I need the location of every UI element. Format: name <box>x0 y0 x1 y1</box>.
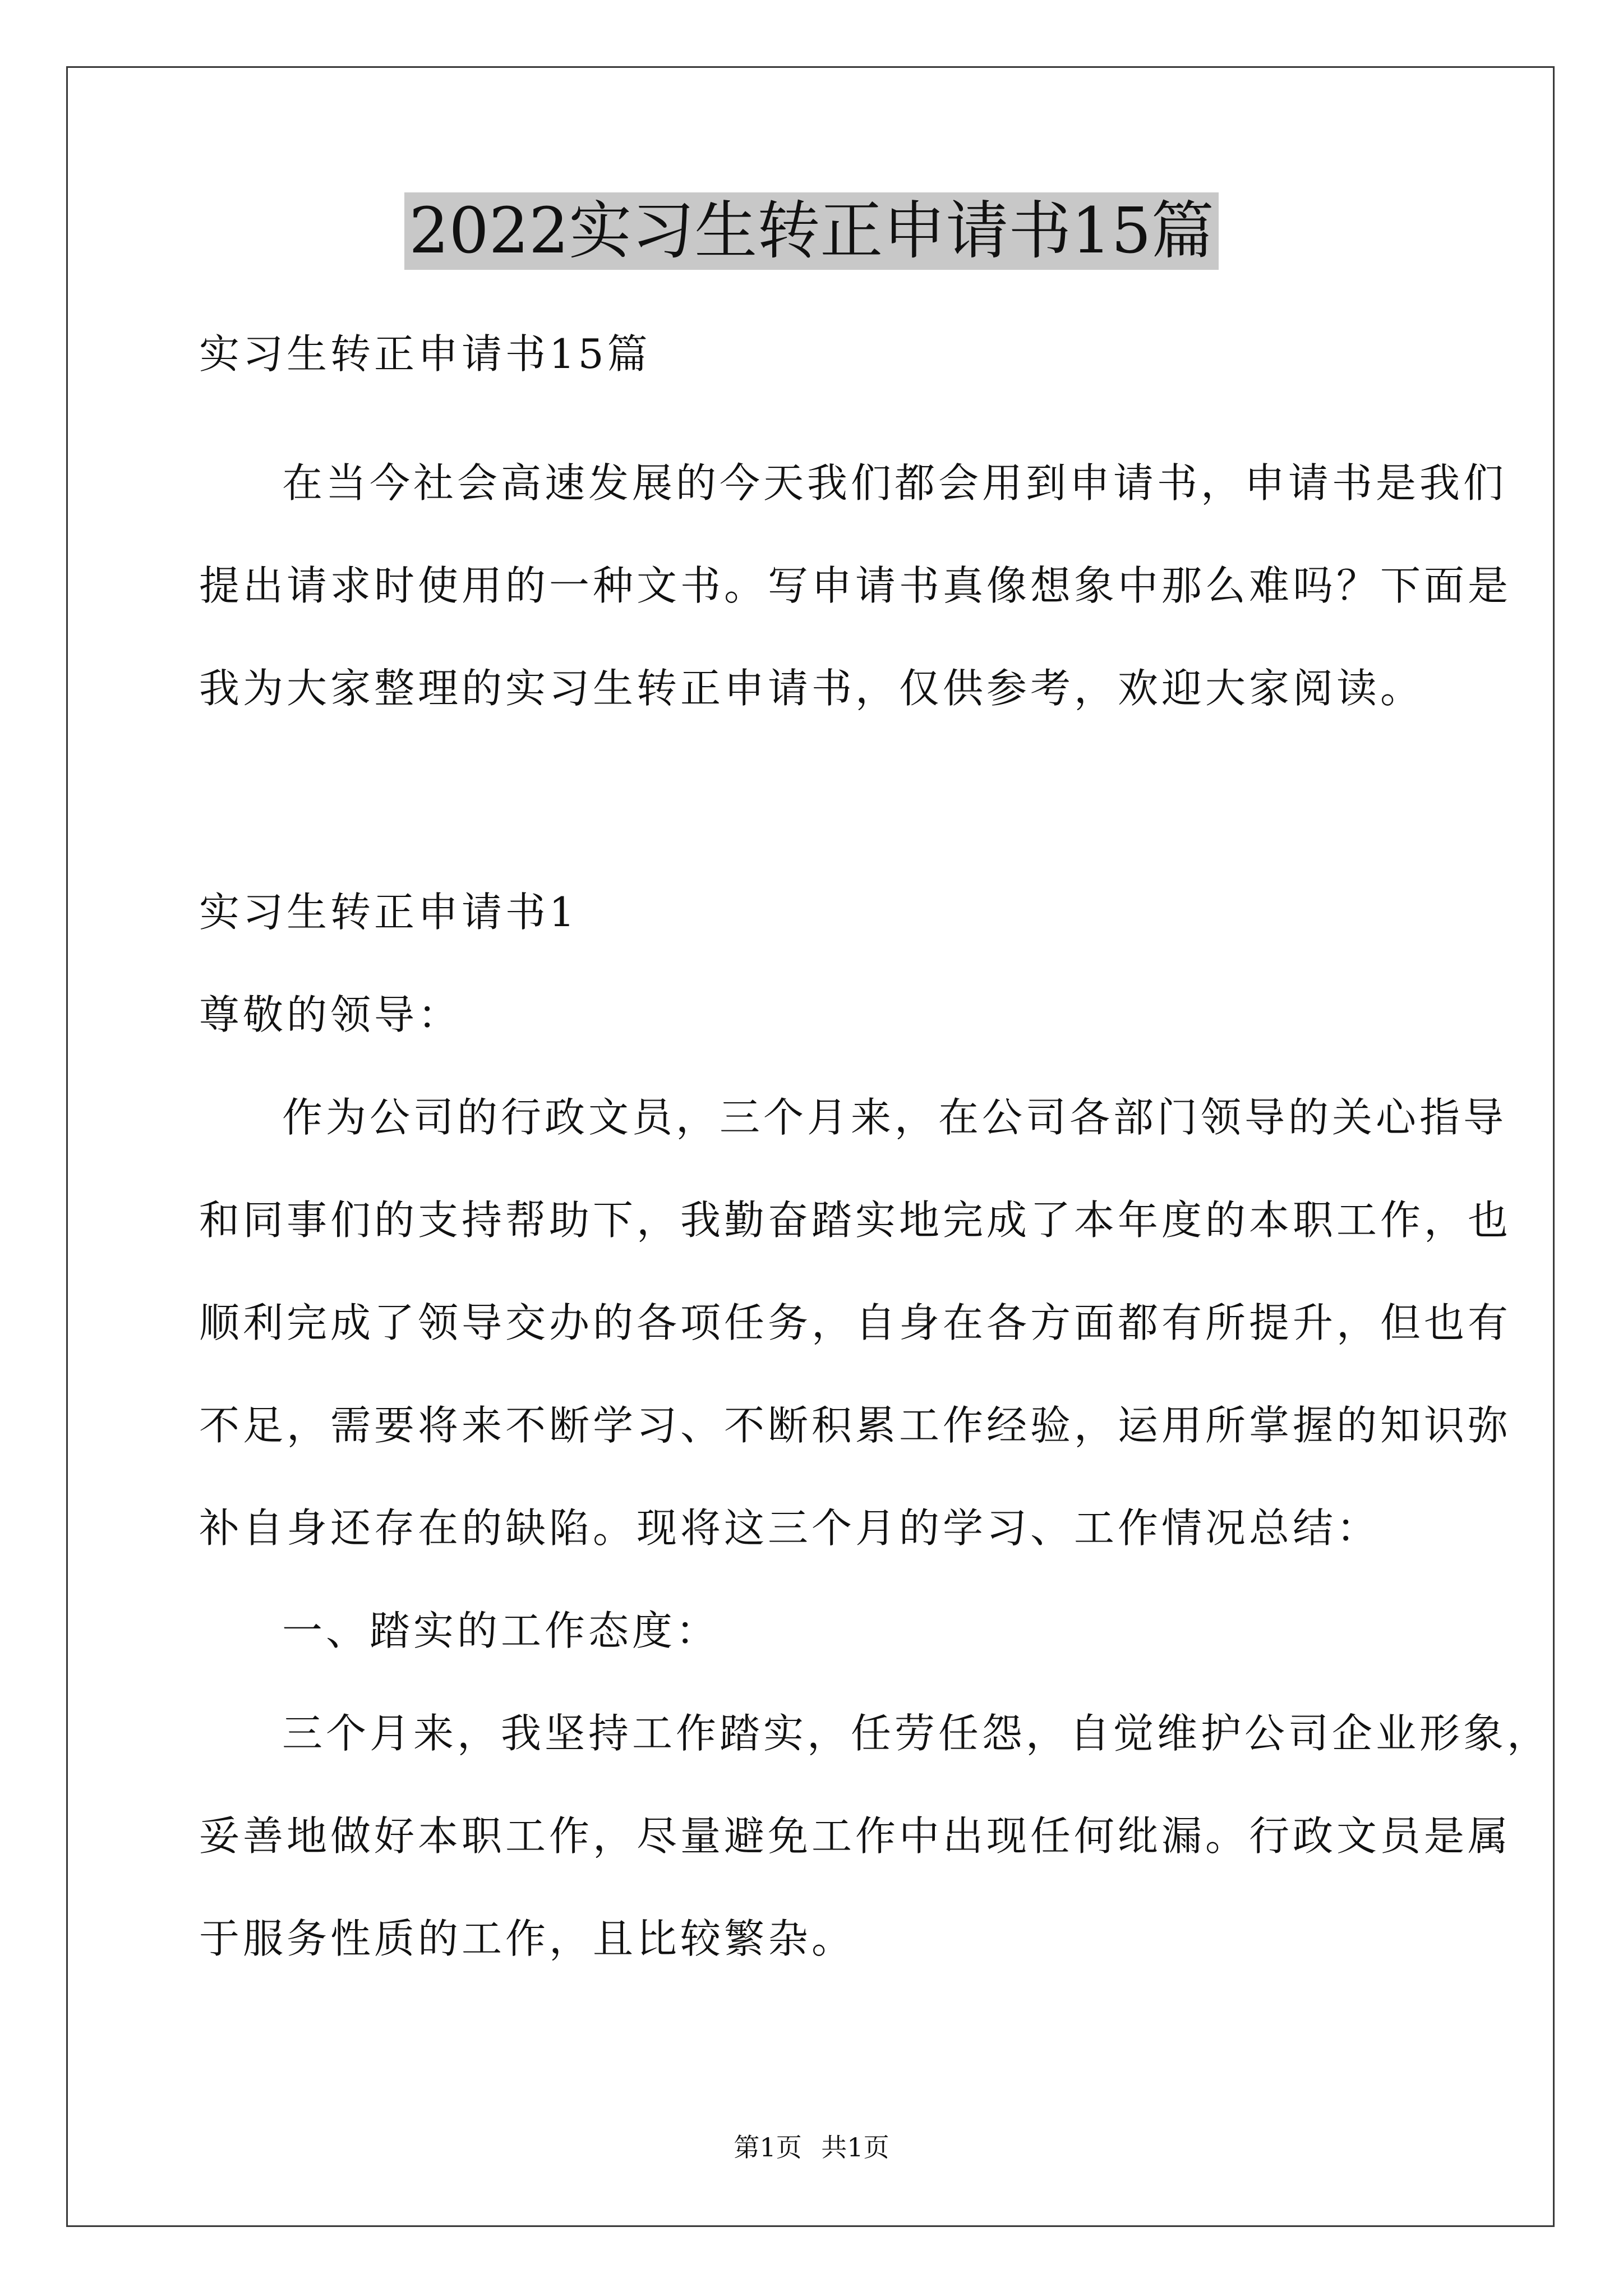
body-line: 补自身还存在的缺陷。现将这三个月的学习、工作情况总结： <box>199 1504 1381 1552</box>
point-line: 于服务性质的工作，且比较繁杂。 <box>199 1915 856 1962</box>
document-title-text: 2022实习生转正申请书15篇 <box>404 192 1219 270</box>
body-line: 作为公司的行政文员，三个月来，在公司各部门领导的关心指导 <box>282 1094 1507 1141</box>
page-footer: 第1页 共1页 <box>734 2132 889 2162</box>
body-line: 不足，需要将来不断学习、不断积累工作经验，运用所掌握的知识弥 <box>199 1402 1512 1449</box>
intro-line: 我为大家整理的实习生转正申请书，仅供参考，欢迎大家阅读。 <box>199 665 1424 712</box>
salutation: 尊敬的领导： <box>199 991 462 1038</box>
body-line: 顺利完成了领导交办的各项任务，自身在各方面都有所提升，但也有 <box>199 1299 1512 1346</box>
body-line: 和同事们的支持帮助下，我勤奋踏实地完成了本年度的本职工作，也 <box>199 1197 1512 1244</box>
intro-line: 在当今社会高速发展的今天我们都会用到申请书，申请书是我们 <box>282 459 1507 507</box>
point-line: 三个月来，我坚持工作踏实，任劳任怨，自觉维护公司企业形象， <box>282 1710 1551 1757</box>
document-title <box>0 194 1623 269</box>
point-line: 妥善地做好本职工作，尽量避免工作中出现任何纰漏。行政文员是属 <box>199 1812 1512 1860</box>
section-heading: 实习生转正申请书1 <box>199 889 578 936</box>
document-subtitle: 实习生转正申请书15篇 <box>199 330 651 378</box>
point-heading: 一、踏实的工作态度： <box>282 1607 720 1654</box>
intro-line: 提出请求时使用的一种文书。写申请书真像想象中那么难吗？下面是 <box>199 562 1512 609</box>
